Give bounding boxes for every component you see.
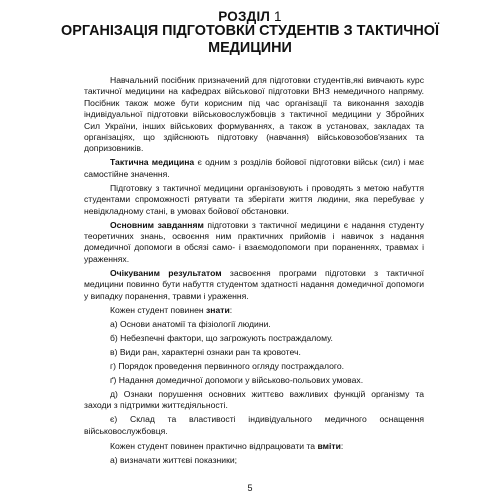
list-item: є) Склад та властивості індивідуального медичного оснащення військовослужбовця.: [84, 414, 424, 436]
know-intro: Кожен студент повинен знати:: [110, 304, 233, 315]
term-expected-result: Очікуваним результатом: [110, 267, 222, 278]
list-item: ґ) Надання домедичної допомоги у військово-польових умовах.: [110, 374, 364, 385]
skill-intro: Кожен студент повинен практично відпрацювати та вміти:: [110, 440, 344, 451]
list-item: в) Види ран, характерні ознаки ран та кровотеч.: [110, 346, 301, 357]
paragraph-main-task: Основним завданням підготовки з тактичної медицини є надання студенту теоретичних знань, освоєння ним практичних прийомів і навичок з надання домедичної допомоги в обсязі само- і взаємодопомоги при пораненнях, травмах і ураженнях.: [84, 219, 424, 264]
chapter-title: ОРГАНІЗАЦІЯ ПІДГОТОВКИ СТУДЕНТІВ З ТАКТИЧНОЇ МЕДИЦИНИ: [61, 22, 439, 56]
list-item: д) Ознаки порушення основних життєво важливих функцій організму та заходи з підтримки життєдіяльності.: [84, 388, 424, 411]
list-item: а) Основи анатомії та фізіології людини.: [110, 318, 271, 329]
term-tactical-medicine: Тактична медицина: [110, 157, 195, 168]
term-skill: вміти: [317, 440, 341, 451]
page-number: 5: [247, 483, 253, 493]
term-know: знати: [206, 304, 230, 315]
paragraph-tactical-medicine: Тактична медицина є одним з розділів бойової підготовки військ (сил) і має самостійне значення.: [84, 157, 424, 179]
body-text: [84, 75, 424, 469]
list-item: а) визначати життєві показники;: [110, 454, 238, 465]
paragraph-intro: Навчальний посібник призначений для підготовки студентів,які вивчають курс тактичної медицини на кафедрах військової підготовки ВНЗ немедичного напряму. Посібник також може бути корисним під час організації та виконання заходів індивідуальної підготовки військовослужбовців з тактичної медицини у Збройних Сил України, інших військових формуваннях, а також в установах, закладах та організаціях, що здійснюють підготовку (навчання) військовозобов'язаних та допризовників.: [84, 75, 424, 154]
term-main-task: Основним завданням: [110, 219, 204, 230]
paragraph-purpose: Підготовку з тактичної медицини організовують і проводять з метою набуття студентами спроможності рятувати та зберігати життя людини, яка перебуває у невідкладному стані, в умовах бойової обстановки.: [84, 182, 424, 216]
paragraph-expected-result: Очікуваним результатом засвоєння програми підготовки з тактичної медицини повинно бути набуття студентом здатності надання домедичної допомоги у випадку поранення, травми і ураження.: [84, 267, 424, 301]
section-word: РОЗДІЛ: [218, 9, 271, 24]
section-number: 1: [274, 9, 282, 24]
list-item: б) Небезпечні фактори, що загрожують постраждалому.: [110, 332, 333, 343]
list-item: г) Порядок проведення первинного огляду постраждалого.: [110, 360, 345, 371]
